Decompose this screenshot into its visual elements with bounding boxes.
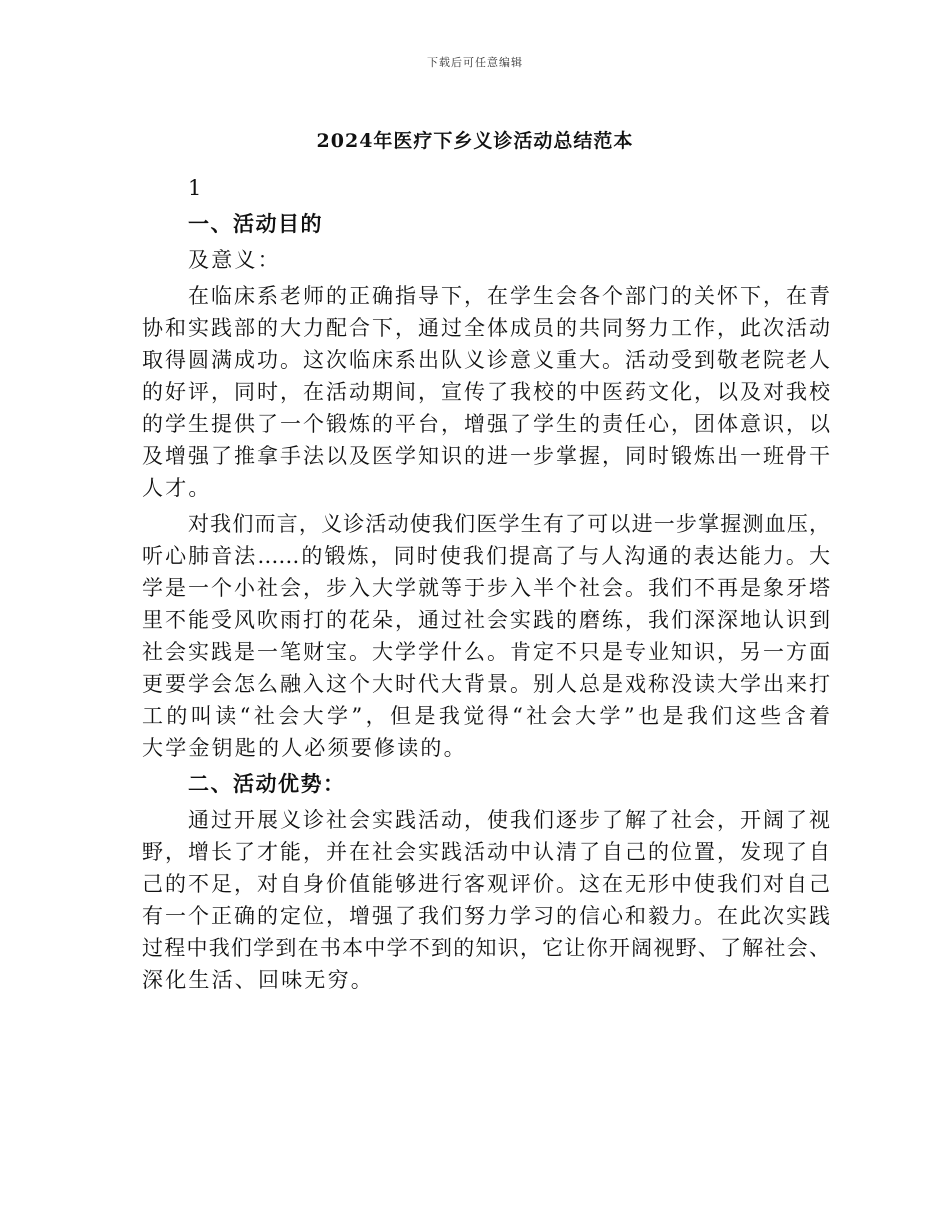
paragraph-line: 野，增长了才能，并在社会实践活动中认清了自己的位置，发现了自 [142, 840, 830, 864]
paragraph-2 [142, 508, 830, 764]
paragraph-line: 己的不足，对自身价值能够进行客观评价。这在无形中使我们对自己 [142, 872, 830, 896]
paragraph-line: 的好评，同时，在活动期间，宣传了我校的中医药文化，以及对我校 [142, 380, 830, 404]
paragraph-line: 过程中我们学到在书本中学不到的知识，它让你开阔视野、了解社会、 [142, 936, 830, 960]
document-body [142, 172, 830, 996]
paragraph-3 [142, 804, 830, 996]
paragraph-line: 有一个正确的定位，增强了我们努力学习的信心和毅力。在此次实践 [142, 904, 830, 928]
paragraph-line: 取得圆满成功。这次临床系出队义诊意义重大。活动受到敬老院老人 [142, 348, 830, 372]
paragraph-line: 及增强了推拿手法以及医学知识的进一步掌握，同时锻炼出一班骨干 [142, 444, 830, 468]
paragraph-line: 更要学会怎么融入这个大时代大背景。别人总是戏称没读大学出来打 [142, 672, 830, 696]
section-heading-advantages: 二、活动优势： [188, 771, 346, 796]
section-number: 1 [188, 176, 204, 200]
paragraph-line: 通过开展义诊社会实践活动，使我们逐步了解了社会，开阔了视 [188, 808, 830, 832]
section-heading-purpose: 一、活动目的 [188, 211, 323, 236]
paragraph-line: 人才。 [142, 476, 212, 500]
paragraph-line: 听心肺音法……的锻炼，同时使我们提高了与人沟通的表达能力。大 [142, 544, 830, 568]
paragraph-1 [142, 280, 830, 504]
paragraph-line: 的学生提供了一个锻炼的平台，增强了学生的责任心，团体意识，以 [142, 412, 830, 436]
paragraph-line: 里不能受风吹雨打的花朵，通过社会实践的磨练，我们深深地认识到 [142, 608, 830, 632]
paragraph-line: 对我们而言，义诊活动使我们医学生有了可以进一步掌握测血压， [188, 512, 830, 536]
paragraph-line: 在临床系老师的正确指导下，在学生会各个部门的关怀下，在青 [188, 284, 830, 308]
header-note: 下载后可任意编辑 [427, 56, 523, 69]
paragraph-line: 学是一个小社会，步入大学就等于步入半个社会。我们不再是象牙塔 [142, 576, 830, 600]
paragraph-line: 工的叫读“社会大学”，但是我觉得“社会大学”也是我们这些含着 [142, 704, 830, 728]
section-subheading-meaning: 及意义： [188, 248, 281, 272]
paragraph-line: 协和实践部的大力配合下，通过全体成员的共同努力工作，此次活动 [142, 316, 830, 340]
document-title: 2024年医疗下乡义诊活动总结范本 [316, 130, 634, 152]
paragraph-line: 社会实践是一笔财宝。大学学什么。肯定不只是专业知识，另一方面 [142, 640, 830, 664]
paragraph-line: 大学金钥匙的人必须要修读的。 [142, 736, 467, 760]
paragraph-line: 深化生活、回味无穷。 [142, 968, 374, 992]
